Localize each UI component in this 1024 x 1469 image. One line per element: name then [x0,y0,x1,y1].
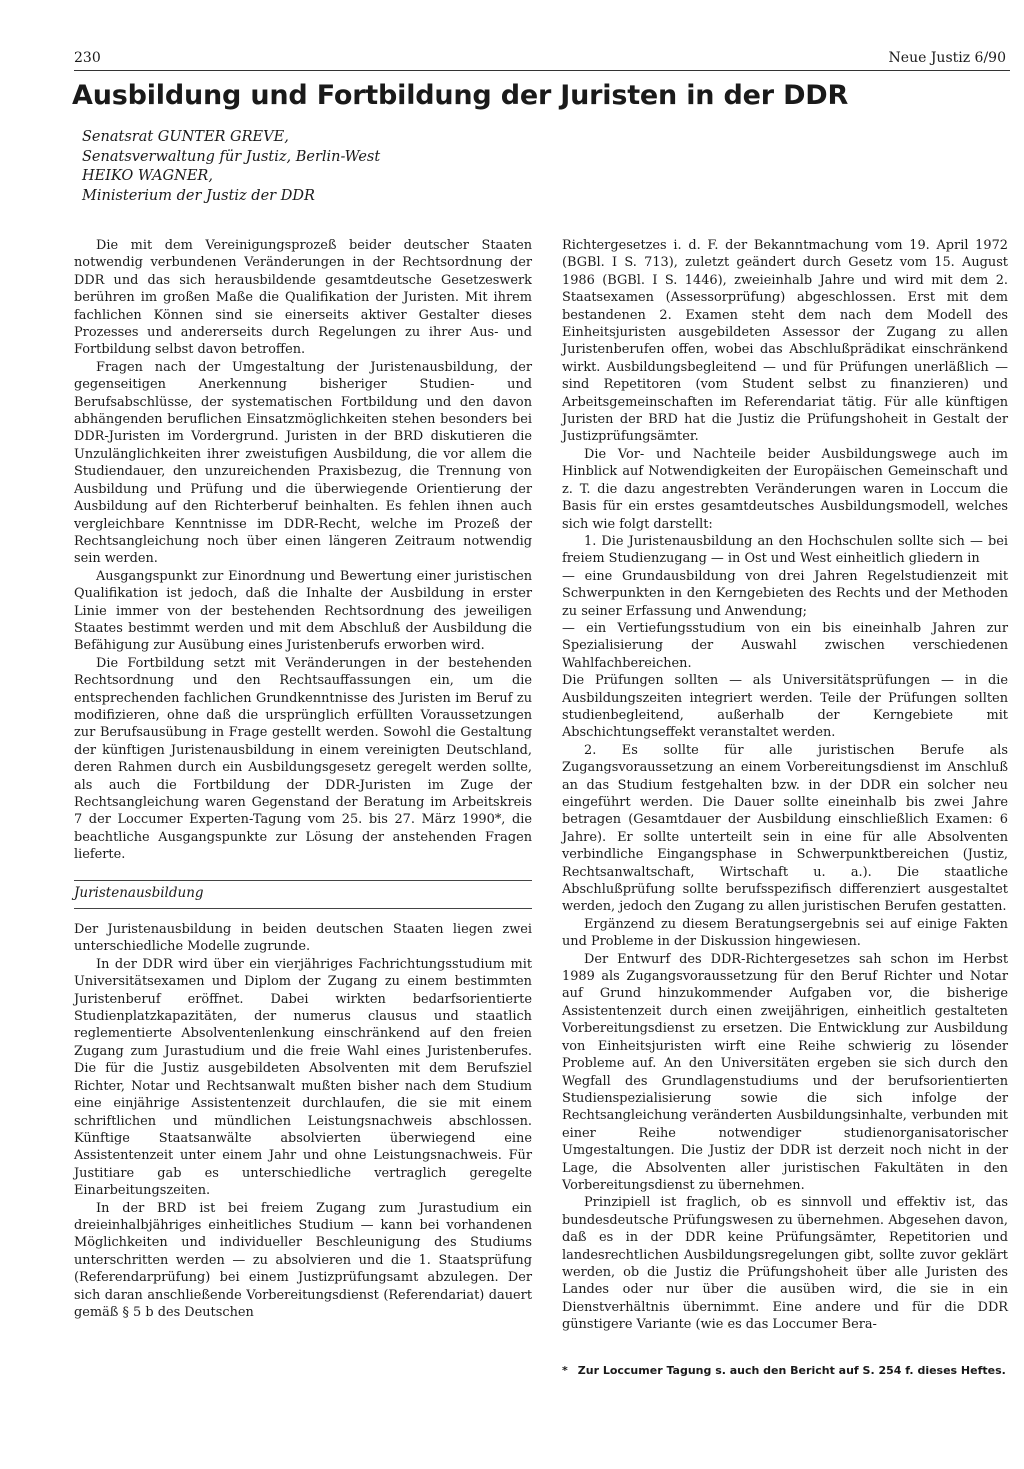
body-paragraph: In der BRD ist bei freiem Zugang zum Jurastudium ein dreieinhalbjähriges einheitliches Studium — kann bei vorhandenen Möglichkeiten und individueller Beschleunigung des Studiums unterschritten werden — zu absolvieren und die 1. Staatsprüfung (Referendarprüfung) bei einem Justizprüfungsamt abzulegen. Der sich daran anschließende Vorbereitungsdienst (Referendariat) dauert gemäß § 5 b des Deutschen [74,1200,532,1320]
body-paragraph: 2. Es sollte für alle juristischen Berufe als Zugangsvoraussetzung an einem Vorbereitungsdienst im Anschluß an das Studium festgehalten bzw. in der DDR ein solcher neu eingeführt werden. Die Dauer sollte eineinhalb bis zwei Jahre betragen (Gesamtdauer der Ausbildung einschließlich Examen: 6 Jahre). Er sollte unterteilt sein in eine für alle Absolventen verbindliche Eingangsphase in Schwerpunktbereichen (Justiz, Rechtsanwaltschaft, Wirtschaft u. a.). Die staatliche Abschlußprüfung sollte berufsspezifisch differenziert ausgestaltet werden, jedoch den Zugang zu allen juristischen Berufen gestatten. [562,742,1008,915]
body-paragraph: Ergänzend zu diesem Beratungsergebnis sei auf einige Fakten und Probleme in der Diskussion hingewiesen. [562,916,1008,950]
article-title: Ausbildung und Fortbildung der Juristen in der DDR [72,80,849,111]
author-name: Senatsrat GUNTER GREVE, [82,129,289,145]
body-paragraph: Die mit dem Vereinigungsprozeß beider deutscher Staaten notwendig verbundenen Veränderungen in der Rechtsordnung der DDR und das sich herausbildende gesamtdeutsche Gesetzeswerk berühren im großen Maße die Qualifikation der Juristen. Mit ihrem fachlichen Können sind sie einerseits aktiver Gestalter dieses Prozesses und andererseits durch Regelungen zu ihrer Aus- und Fortbildung selbst davon betroffen. [74,238,532,358]
body-paragraph: Fragen nach der Umgestaltung der Juristenausbildung, der gegenseitigen Anerkennung bisheriger Studien- und Berufsabschlüsse, der systematischen Fortbildung und den davon abhängenden beruflichen Einsatzmöglichkeiten stehen besonders bei DDR-Juristen im Vordergrund. Juristen in der BRD diskutieren die Unzulänglichkeiten ihrer zweistufigen Ausbildung, die vor allem die Studiendauer, den unzureichenden Praxisbezug, die Trennung von Ausbildung und Prüfung und die überwiegende Orientierung der Ausbildung auf den Richterberuf beinhalten. Es fehlen ihnen auch vergleichbare Kenntnisse im DDR-Recht, welche im Prozeß der Rechtsangleichung noch über einen längeren Zeitraum notwendig sein werden. [74,359,532,567]
footnote-marker: * [562,1364,568,1377]
list-item: — eine Grundausbildung von drei Jahren Regelstudienzeit mit Schwerpunkten in den Kerngebieten des Rechts und der Methoden zu seiner Erfassung und Anwendung; [562,568,1008,619]
body-paragraph: Ausgangspunkt zur Einordnung und Bewertung einer juristischen Qualifikation ist jedoch, daß die Inhalte der Ausbildung in erster Linie immer von der bestehenden Rechtsordnung des jeweiligen Staates bestimmt werden und mit dem Abschluß der Ausbildung die Befähigung zur Ausübung eines Juristenberufs erworben wird. [74,568,532,654]
body-paragraph: Die Vor- und Nachteile beider Ausbildungswege auch im Hinblick auf Notwendigkeiten der Europäischen Gemeinschaft und z. T. die dazu angestrebten Veränderungen waren in Loccum die Basis für ein erstes gesamtdeutsches Ausbildungsmodell, welches sich wie folgt darstellt: [562,446,1008,532]
body-paragraph: 1. Die Juristenausbildung an den Hochschulen sollte sich — bei freiem Studienzugang — in Ost und West einheitlich gliedern in [562,533,1008,567]
author-block [82,128,380,206]
footnote-text: Zur Loccumer Tagung s. auch den Bericht auf S. 254 f. dieses Heftes. [577,1364,1006,1377]
section-heading: Juristenausbildung [74,880,532,909]
body-paragraph: Richtergesetzes i. d. F. der Bekanntmachung vom 19. April 1972 (BGBl. I S. 713), zuletzt geändert durch Gesetz vom 15. August 1986 (BGBl. I S. 1446), zweieinhalb Jahre und wird mit dem 2. Staatsexamen (Assessorprüfung) abgeschlossen. Erst mit dem bestandenen 2. Examen steht dem nach dem Modell des Einheitsjuristen ausgebildeten Assessor der Zugang zu allen Juristenberufen offen, wobei das Abschlußprädikat einschränkend wirkt. Ausbildungsbegleitend — und für Prüfungen unerläßlich — sind Repetitoren (vom Student selbst zu finanzieren) und Arbeitsgemeinschaften im Referendariat tätig. Für alle künftigen Juristen der BRD hat die Justiz die Prüfungshoheit in Gestalt der Justizprüfungsämter. [562,238,1008,445]
body-paragraph: Die Prüfungen sollten — als Universitätsprüfungen — in die Ausbildungszeiten integriert werden. Teile der Prüfungen sollten studienbegleitend, außerhalb der Kerngebiete mit Abschichtungseffekt veranstaltet werden. [562,673,1008,741]
right-column [562,237,1008,1334]
footnote [562,1364,1008,1378]
page-number: 230 [74,50,101,66]
body-paragraph: Der Juristenausbildung in beiden deutschen Staaten liegen zwei unterschiedliche Modelle zugrunde. [74,922,532,955]
author-name: HEIKO WAGNER, [82,168,213,184]
author-affiliation: Senatsverwaltung für Justiz, Berlin-West [82,148,381,165]
body-paragraph: Prinzipiell ist fraglich, ob es sinnvoll und effektiv ist, das bundesdeutsche Prüfungswesen zu übernehmen. Abgesehen davon, daß es in der DDR keine Prüfungsämter, Repetitorien und landesrechtlichen Ausbildungsregelungen gibt, sollte zuvor geklärt werden, ob die Justiz die Prüfungshoheit über alle Juristen des Landes oder nur über die ausüben wird, die sie in ein Dienstverhältnis übernimmt. Eine andere und für die DDR günstigere Variante (wie es das Loccumer Bera- [562,1195,1008,1333]
left-column [74,237,532,1321]
author-affiliation: Ministerium der Justiz der DDR [82,187,315,204]
running-header [74,46,1010,71]
journal-reference: Neue Justiz 6/90 [888,50,1006,66]
list-item: — ein Vertiefungsstudium von ein bis eineinhalb Jahren zur Spezialisierung der Auswahl zwischen verschiedenen Wahlfachbereichen. [562,620,1008,671]
body-paragraph: Der Entwurf des DDR-Richtergesetzes sah schon im Herbst 1989 als Zugangsvoraussetzung für den Beruf Richter und Notar auf Grund hinzukommender Aufgaben vor, die bisherige Assistentenzeit durch einen zweijährigen, einheitlich gestalteten Vorbereitungsdienst zu ersetzen. Die Entwicklung zur Ausbildung von Einheitsjuristen wirft eine Reihe schwierig zu lösender Probleme auf. An den Universitäten ergeben sie sich durch den Wegfall des Grundlagenstudiums und der berufsorientierten Studienspezialisierung sowie die sich infolge der Rechtsangleichung veränderten Ausbildungsinhalte, verbunden mit einer Reihe notwendiger studienorganisatorischer Umgestaltungen. Die Justiz der DDR ist derzeit noch nicht in der Lage, die Absolventen aller juristischen Fakultäten in den Vorbereitungsdienst zu übernehmen. [562,951,1008,1193]
body-paragraph: In der DDR wird über ein vierjähriges Fachrichtungsstudium mit Universitätsexamen und Diplom der Zugang zu einem bestimmten Juristenberuf eröffnet. Dabei wirkten bedarfsorientierte Studienplatzkapazitäten, der numerus clausus und staatlich reglementierte Absolventenlenkung einschränkend auf den freien Zugang zum Jurastudium und die freie Wahl eines Juristenberufes. Die für die Justiz ausgebildeten Absolventen mit dem Berufsziel Richter, Notar und Rechtsanwalt mußten bisher nach dem Studium eine einjährige Assistentenzeit durchlaufen, die sie mit einem schriftlichen und mündlichen Leistungsnachweis abschlossen. Künftige Staatsanwälte absolvierten überwiegend eine Assistentenzeit unter einem Jahr und ohne Leistungsnachweis. Für Justitiare gab es unterschiedliche vertraglich geregelte Einarbeitungszeiten. [74,956,532,1199]
body-paragraph: Die Fortbildung setzt mit Veränderungen in der bestehenden Rechtsordnung und den Rechtsauffassungen ein, um die entsprechenden fachlichen Grundkenntnisse des Juristen im Beruf zu modifizieren, ohne daß die ursprünglich erfüllten Voraussetzungen zur Berufsausübung in Frage gestellt werden. Sowohl die Gestaltung der künftigen Juristenausbildung in einem vereinigten Deutschland, deren Rahmen durch ein Ausbildungsgesetz geregelt werden sollte, als auch die Fortbildung der DDR-Juristen im Zuge der Rechtsangleichung waren Gegenstand der Beratung im Arbeitskreis 7 der Loccumer Experten-Tagung vom 25. bis 27. März 1990*, die beachtliche Ausgangspunkte zur Lösung der anstehenden Fragen lieferte. [74,655,532,863]
